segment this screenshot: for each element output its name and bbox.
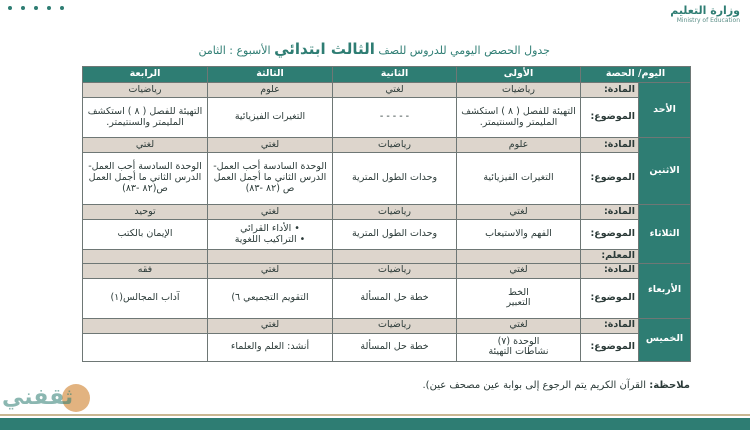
teacher-label: المعلم: xyxy=(581,250,639,264)
topic-label: الموضوع: xyxy=(581,278,639,318)
table-row xyxy=(83,83,691,98)
note xyxy=(423,380,691,391)
subject-cell: لغتي xyxy=(83,138,208,153)
topic-cell: الفهم والاستيعاب xyxy=(457,220,581,250)
timetable xyxy=(82,66,691,362)
teacher-cell xyxy=(333,250,457,264)
subject-cell: لغتي xyxy=(333,83,457,98)
footer-bar xyxy=(0,418,750,430)
topic-bullet: • التراكيب اللغوية xyxy=(234,233,306,245)
topic-cell: وحدات الطول المترية xyxy=(333,153,457,205)
subject-cell: لغتي xyxy=(457,205,581,220)
header-period-2: الثانية xyxy=(333,67,457,83)
teacher-cell xyxy=(83,250,208,264)
watermark: ثقفني xyxy=(2,385,74,410)
title-week: الأسبوع : الثامن xyxy=(198,44,271,57)
subject-cell: رياضيات xyxy=(457,83,581,98)
header-period-3: الثالثة xyxy=(208,67,333,83)
subject-label: المادة: xyxy=(581,318,639,333)
page-title xyxy=(198,40,550,58)
subject-cell: لغتي xyxy=(208,205,333,220)
topic-line: الخط xyxy=(508,286,529,298)
table-row xyxy=(83,278,691,318)
subject-cell: توحيد xyxy=(83,205,208,220)
topic-cell: الوحدة السادسة أحب العمل- الدرس الثاني ما أجمل العمل ص (٨٢ -٨٣) xyxy=(208,153,333,205)
topic-cell xyxy=(83,333,208,361)
subject-label: المادة: xyxy=(581,205,639,220)
topic-line: الوحدة (٧) xyxy=(497,335,540,347)
topic-cell xyxy=(457,278,581,318)
topic-cell: وحدات الطول المترية xyxy=(333,220,457,250)
day-wednesday: الأربعاء xyxy=(639,263,691,318)
note-text: القرآن الكريم يتم الرجوع إلى بوابة عين مصحف عين). xyxy=(422,380,647,391)
topic-cell: الوحدة السادسة أحب العمل- الدرس الثاني ما أجمل العمل ص(٨٢ -٨٣) xyxy=(83,153,208,205)
subject-cell: رياضيات xyxy=(333,205,457,220)
table-row xyxy=(83,263,691,278)
table-row xyxy=(83,333,691,361)
topic-cell: أنشد: العلم والعلماء xyxy=(208,333,333,361)
subject-cell: رياضيات xyxy=(333,318,457,333)
teacher-cell xyxy=(457,250,581,264)
day-tuesday: الثلاثاء xyxy=(639,205,691,264)
table-row xyxy=(83,220,691,250)
subject-cell: علوم xyxy=(208,83,333,98)
subject-cell: فقه xyxy=(83,263,208,278)
topic-cell: التهيئة للفصل ( ٨ ) استكشف المليمتر والسنتيمتر. xyxy=(457,98,581,138)
day-monday: الاثنين xyxy=(639,138,691,205)
title-grade: الثالث ابتدائي xyxy=(274,40,375,58)
table-row xyxy=(83,98,691,138)
table-row xyxy=(83,318,691,333)
subject-cell: رياضيات xyxy=(333,263,457,278)
subject-cell: لغتي xyxy=(208,263,333,278)
topic-label: الموضوع: xyxy=(581,333,639,361)
header-period-1: الأولى xyxy=(457,67,581,83)
subject-label: المادة: xyxy=(581,138,639,153)
decorative-dots xyxy=(8,6,64,10)
topic-bullet: • الأداء القرائي xyxy=(240,222,300,234)
subject-cell: علوم xyxy=(457,138,581,153)
subject-cell: لغتي xyxy=(457,263,581,278)
note-label: ملاحظة: xyxy=(649,380,690,391)
topic-cell: التغيرات الفيزيائية xyxy=(457,153,581,205)
topic-cell: التقويم التجميعي ٦) xyxy=(208,278,333,318)
day-sunday: الأحد xyxy=(639,83,691,138)
ministry-name-ar: وزارة التعليم xyxy=(670,4,740,17)
table-row xyxy=(83,138,691,153)
subject-cell: رياضيات xyxy=(83,83,208,98)
table-row xyxy=(83,205,691,220)
topic-label: الموضوع: xyxy=(581,153,639,205)
topic-cell: الإيمان بالكتب xyxy=(83,220,208,250)
topic-cell: آداب المجالس(١) xyxy=(83,278,208,318)
header-period-4: الرابعة xyxy=(83,67,208,83)
subject-label: المادة: xyxy=(581,83,639,98)
topic-label: الموضوع: xyxy=(581,98,639,138)
topic-cell: التغيرات الفيزيائية xyxy=(208,98,333,138)
topic-line: التعبير xyxy=(506,297,531,309)
subject-label: المادة: xyxy=(581,263,639,278)
topic-cell: - - - - - xyxy=(333,98,457,138)
subject-cell: لغتي xyxy=(208,318,333,333)
header-day-period: اليوم/ الحصة xyxy=(581,67,691,83)
ministry-name-en: Ministry of Education xyxy=(676,17,740,24)
topic-cell: التهيئة للفصل ( ٨ ) استكشف المليمتر والسنتيمتر. xyxy=(83,98,208,138)
header-row xyxy=(83,67,691,83)
topic-cell xyxy=(457,333,581,361)
subject-cell: رياضيات xyxy=(333,138,457,153)
teacher-cell xyxy=(208,250,333,264)
topic-label: الموضوع: xyxy=(581,220,639,250)
table-row xyxy=(83,153,691,205)
footer-divider xyxy=(0,414,750,416)
subject-cell: لغتي xyxy=(457,318,581,333)
title-prefix: جدول الحصص اليومي للدروس للصف xyxy=(378,44,550,57)
topic-cell xyxy=(208,220,333,250)
subject-cell: لغتي xyxy=(208,138,333,153)
topic-cell: خطة حل المسألة xyxy=(333,278,457,318)
table-row xyxy=(83,250,691,264)
ministry-logo xyxy=(670,4,740,24)
topic-cell: خطة حل المسألة xyxy=(333,333,457,361)
subject-cell xyxy=(83,318,208,333)
topic-line: نشاطات التهيئة xyxy=(488,346,549,358)
day-thursday: الخميس xyxy=(639,318,691,361)
